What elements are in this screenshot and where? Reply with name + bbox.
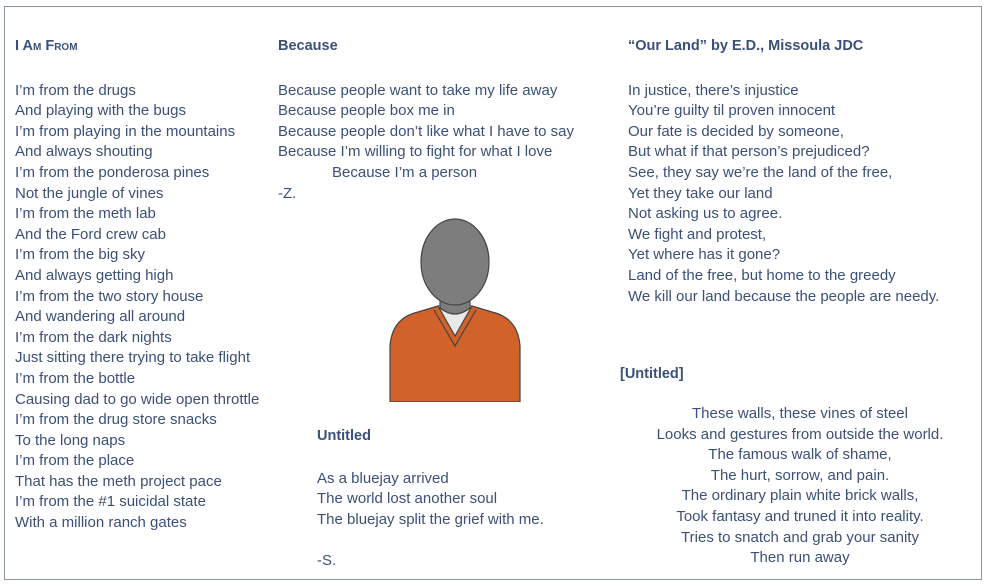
poem-our-land [628,38,939,307]
poem-line: And always shouting [15,143,153,161]
poem-line: As a bluejay arrived [317,469,449,487]
poem-line: I’m from the big sky [15,246,146,264]
poem-line: Because I’m willing to fight for what I love [278,143,553,161]
poem-line: That has the meth project pace [15,472,222,490]
poem-line: The bluejay split the grief with me. [317,510,544,528]
poem-line: I’m from the bottle [15,369,136,387]
poem-untitled-bracket [626,404,974,569]
poem-line: I’m from the drug store snacks [15,411,217,429]
poem-line: We fight and protest, [628,225,767,243]
poem-line: See, they say we’re the land of the free, [628,163,893,181]
poem-line: The hurt, sorrow, and pain. [710,466,890,484]
poem-untitled-bracket-title-wrap [620,366,684,382]
poem-line: Yet they take our land [628,184,773,202]
poem-line: The famous walk of shame, [708,446,892,464]
person-silhouette-icon [388,216,522,402]
poem-line: The ordinary plain white brick walls, [681,487,919,505]
poem-line: And playing with the bugs [15,102,186,120]
poem-line: These walls, these vines of steel [692,405,908,422]
poem-line: Looks and gestures from outside the world. [656,425,944,443]
poem-line: Our fate is decided by someone, [628,122,844,140]
poem-line: Because I’m a person [332,163,478,181]
poem-title: Untitled [317,428,371,444]
poem-line: Because people want to take my life away [278,81,558,99]
poem-because [278,38,574,204]
poem-line: And the Ford crew cab [15,225,166,243]
poem-line: Not the jungle of vines [15,184,164,202]
poem-line: Because people don’t like what I have to say [278,122,575,140]
poem-title: “Our Land” by E.D., Missoula JDC [628,38,864,54]
poem-line: I’m from the ponderosa pines [15,163,210,181]
poem-signature: -S. [317,551,337,569]
poem-line: Land of the free, but home to the greedy [628,266,896,284]
poem-line: I’m from the place [15,452,135,470]
poem-line: But what if that person’s prejudiced? [628,143,870,161]
poem-line: I’m from the two story house [15,287,204,305]
poem-line: And wandering all around [15,308,186,326]
poem-line: With a million ranch gates [15,514,187,532]
poem-line: I’m from the drugs [15,81,136,99]
poem-title: [Untitled] [620,366,684,382]
poem-line: Then run away [750,549,850,567]
head-shape [421,219,489,305]
poem-line: Just sitting there trying to take flight [15,349,251,367]
poem-line: To the long naps [15,431,126,449]
poem-line: Yet where has it gone? [628,246,781,264]
poem-line: I’m from the dark nights [15,328,172,346]
poem-line: Took fantasy and truned it into reality. [676,507,924,525]
poem-line: Causing dad to go wide open throttle [15,390,260,408]
poem-title: Because [278,38,338,54]
poem-line: The world lost another soul [317,490,498,508]
poem-line: We kill our land because the people are needy. [628,287,940,305]
poem-line: Not asking us to agree. [628,205,783,223]
poem-line: I’m from the #1 suicidal state [15,493,206,511]
poem-title: I Am From [15,38,78,54]
poem-line: Tries to snatch and grab your sanity [681,528,919,546]
poem-line: You’re guilty til proven innocent [628,102,836,120]
poem-signature: -Z. [278,184,297,202]
poem-line: In justice, there’s injustice [628,81,799,99]
poem-line: And always getting high [15,266,174,284]
poem-line: I’m from the meth lab [15,205,156,223]
poem-line: Because people box me in [278,102,455,120]
poem-i-am-from [15,38,259,534]
poem-line: I’m from playing in the mountains [15,122,236,140]
poem-untitled-s [317,428,544,572]
